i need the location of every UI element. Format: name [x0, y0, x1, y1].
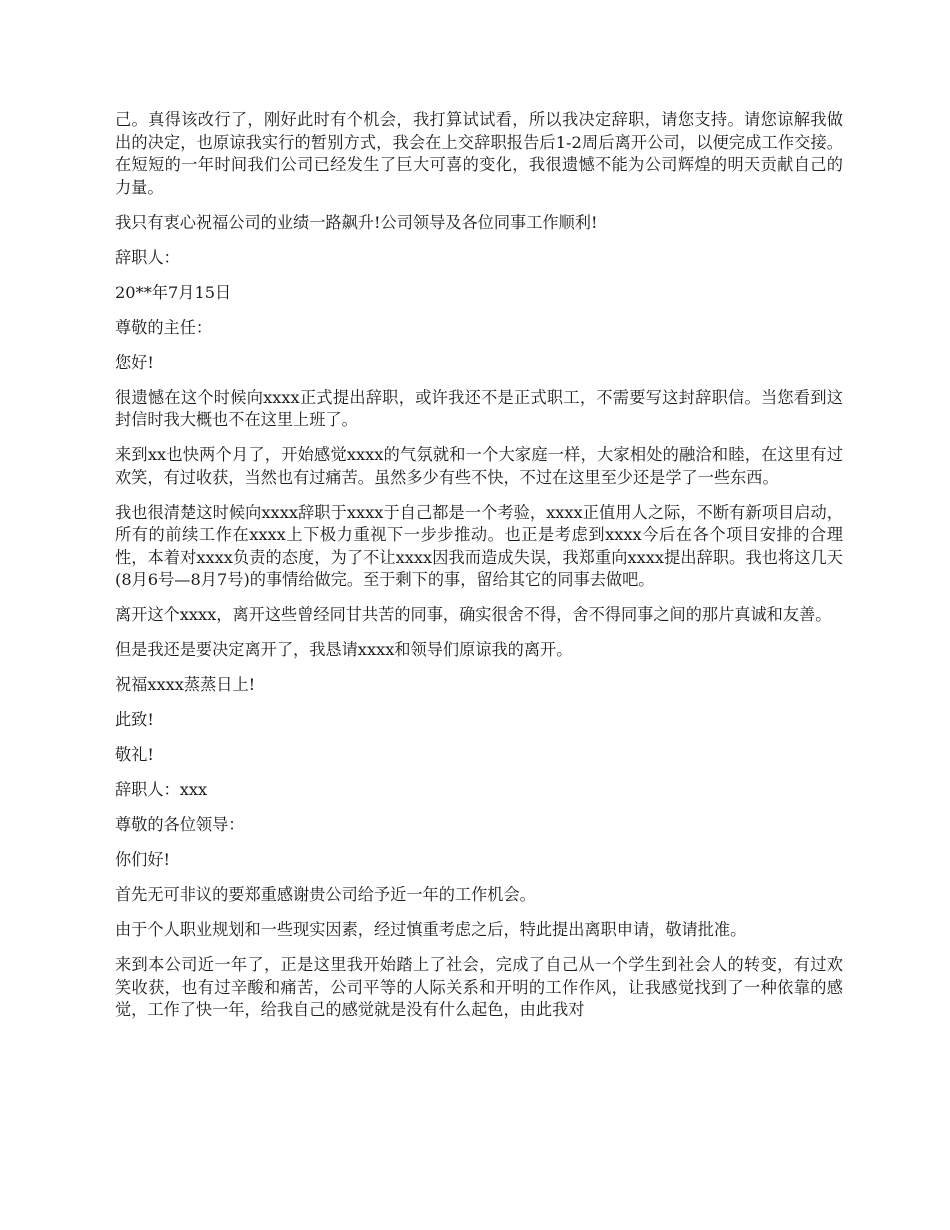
paragraph-resignation-reason: 己。真得该改行了，刚好此时有个机会，我打算试试看，所以我决定辞职，请您支持。请您谅解我做出的决定，也原谅我实行的暂别方式，我会在上交辞职报告后1-2周后离开公司，以便完成工作交接。在短短的一年时间我们公司已经发生了巨大可喜的变化，我很遗憾不能为公司辉煌的明天贡献自己的力量。	[115, 110, 843, 197]
salutation-leaders: 尊敬的各位领导：	[115, 815, 245, 834]
signature-name: 辞职人：xxx	[115, 780, 208, 799]
paragraph-regret: 很遗憾在这个时候向xxxx正式提出辞职，或许我还不是正式职工，不需要写这封辞职信。当您看到这封信时我大概也不在这里上班了。	[115, 387, 843, 429]
greeting: 您好!	[115, 352, 154, 372]
paragraph-blessing: 我只有衷心祝福公司的业绩一路飙升!公司领导及各位同事工作顺利!	[115, 212, 598, 232]
closing-cizhi: 此致!	[115, 710, 154, 729]
paragraph-reflection: 来到本公司近一年了，正是这里我开始踏上了社会，完成了自己从一个学生到社会人的转变，有过欢笑收获，也有过辛酸和痛苦，公司平等的人际关系和开明的工作作风，让我感觉找到了一种依靠的感觉，工作了快一年，给我自己的感觉就是没有什么起色，由此我对	[115, 955, 843, 1019]
closing-jingli: 敬礼!	[115, 745, 154, 764]
paragraph-farewell-colleagues: 离开这个xxxx，离开这些曾经同甘共苦的同事，确实很舍不得，舍不得同事之间的那片真诚和友善。	[115, 605, 832, 624]
paragraph-wish: 祝福xxxx蒸蒸日上!	[115, 675, 256, 694]
salutation-director: 尊敬的主任：	[115, 317, 213, 337]
greeting-plural: 你们好!	[115, 850, 171, 869]
signature-label: 辞职人：	[115, 247, 180, 267]
paragraph-thanks: 首先无可非议的要郑重感谢贵公司给予近一年的工作机会。	[115, 885, 536, 904]
date-line: 20**年7月15日	[115, 282, 232, 302]
paragraph-consideration: 我也很清楚这时候向xxxx辞职于xxxx于自己都是一个考验，xxxx正值用人之际，不断有新项目启动，所有的前续工作在xxxx上下极力重视下一步步推动。也正是考虑到xxxx今后在各个项目安排的合理性，本着对xxxx负责的态度，为了不让xxxx因我而造成失误，我郑重向xxxx提出辞职。我也将这几天(8月6号—8月7号)的事情给做完。至于剩下的事，留给其它的同事去做吧。	[115, 502, 843, 589]
document-page	[115, 109, 843, 1034]
paragraph-application: 由于个人职业规划和一些现实因素，经过慎重考虑之后，特此提出离职申请，敬请批准。	[115, 920, 747, 939]
paragraph-experience: 来到xx也快两个月了，开始感觉xxxx的气氛就和一个大家庭一样，大家相处的融洽和睦，在这里有过欢笑，有过收获，当然也有过痛苦。虽然多少有些不快，不过在这里至少还是学了一些东西。	[115, 445, 843, 487]
paragraph-request-forgiveness: 但是我还是要决定离开了，我恳请xxxx和领导们原谅我的离开。	[115, 640, 573, 659]
